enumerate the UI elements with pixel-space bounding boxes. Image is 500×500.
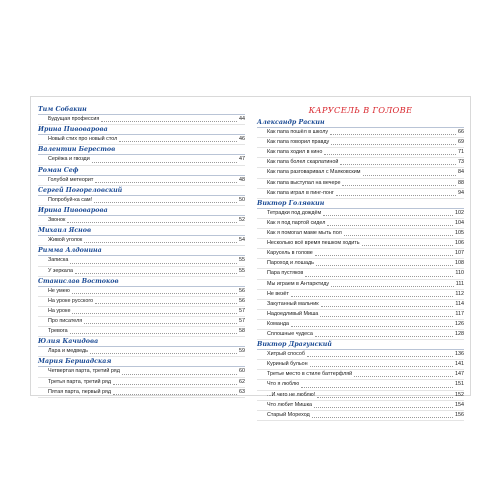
toc-entry[interactable] (38, 267, 245, 277)
toc-entry[interactable] (257, 320, 464, 330)
entry-title: Живой уголок (48, 237, 83, 244)
entry-title: Тетрадки под дождём (267, 209, 322, 216)
toc-entry[interactable] (38, 378, 245, 388)
dot-leader (94, 202, 237, 203)
author-section (38, 277, 245, 338)
entry-title: Будущая профессия (48, 116, 100, 123)
page-number: 110 (455, 270, 464, 277)
toc-entry[interactable] (257, 249, 464, 259)
toc-entry[interactable] (257, 411, 464, 421)
dot-leader (67, 222, 237, 223)
entry-title: Как папа разговаривал с Маяковским (267, 169, 361, 176)
entry-title: Третья парта, третий ряд (48, 378, 111, 385)
page-number: 84 (458, 169, 464, 176)
author-section (38, 246, 245, 276)
author-section (38, 145, 245, 165)
entry-title: Про писателя (48, 317, 83, 324)
entry-title: Карусель в голове (267, 250, 313, 257)
toc-entry[interactable] (257, 310, 464, 320)
entry-title: Серёжа и гвозди (48, 156, 90, 163)
right-column (257, 105, 464, 421)
dot-leader (342, 185, 456, 186)
dot-leader (316, 265, 453, 266)
author-name: Ирина Пивоварова (38, 125, 245, 135)
toc-entry[interactable] (257, 158, 464, 168)
entry-title: Как я под партой сидел (267, 219, 326, 226)
page-number: 114 (455, 300, 464, 307)
entry-title: Что любит Мишка (267, 401, 313, 408)
toc-entry[interactable] (257, 280, 464, 290)
page-number: 107 (455, 250, 464, 257)
entry-title: Старый Мореход (267, 411, 310, 418)
author-name: Ирина Пивоварова (38, 206, 245, 216)
dot-leader (84, 323, 237, 324)
page-number: 57 (239, 307, 245, 314)
page-number: 57 (239, 317, 245, 324)
page-number: 46 (239, 136, 245, 143)
toc-entry[interactable] (257, 179, 464, 189)
dot-leader (122, 374, 237, 375)
page-number: 60 (239, 368, 245, 375)
toc-entry[interactable] (257, 259, 464, 269)
page-number: 94 (458, 189, 464, 196)
page-number: 128 (455, 330, 464, 337)
toc-entry[interactable] (38, 256, 245, 266)
page-number: 117 (455, 310, 464, 317)
toc-entry[interactable] (257, 401, 464, 411)
toc-entry[interactable] (257, 148, 464, 158)
author-name: Римма Алдонина (38, 246, 245, 256)
dot-leader (95, 182, 237, 183)
dot-leader (291, 296, 453, 297)
page-number: 54 (239, 237, 245, 244)
dot-leader (321, 306, 454, 307)
page-number: 58 (239, 328, 245, 335)
dot-leader (72, 313, 237, 314)
dot-leader (314, 407, 453, 408)
toc-entry[interactable] (257, 391, 464, 401)
left-column (38, 105, 245, 398)
dot-leader (84, 242, 237, 243)
dot-leader (307, 356, 453, 357)
toc-entry[interactable] (257, 229, 464, 239)
dot-leader (336, 195, 456, 196)
toc-entry[interactable] (38, 176, 245, 186)
author-section (38, 357, 245, 397)
entry-title: Команда (267, 320, 289, 327)
page-number: 151 (455, 381, 464, 388)
author-section (38, 186, 245, 206)
entry-title: Новый стих про новый стол (48, 136, 118, 143)
dot-leader (354, 376, 453, 377)
toc-entry[interactable] (257, 290, 464, 300)
dot-leader (113, 384, 237, 385)
entry-title: Звонок (48, 217, 66, 224)
dot-leader (92, 162, 237, 163)
author-section (38, 337, 245, 357)
dot-leader (344, 235, 453, 236)
entry-title: Закутанный мальчик (267, 300, 319, 307)
page-number: 71 (458, 149, 464, 156)
entry-title: Записка (48, 257, 69, 264)
dot-leader (95, 303, 237, 304)
author-section (38, 166, 245, 186)
author-section (38, 206, 245, 226)
dot-leader (317, 397, 453, 398)
page-number: 69 (458, 139, 464, 146)
author-name: Юлия Качидова (38, 337, 245, 347)
dot-leader (363, 175, 457, 176)
toc-entry[interactable] (38, 367, 245, 377)
dot-leader (113, 394, 237, 395)
page-number: 104 (455, 219, 464, 226)
dot-leader (301, 387, 453, 388)
author-name: Роман Сеф (38, 166, 245, 176)
page-number: 63 (239, 388, 245, 395)
author-name: Станислав Востоков (38, 277, 245, 287)
toc-entry[interactable] (38, 307, 245, 317)
toc-entry[interactable] (38, 317, 245, 327)
toc-entry[interactable] (257, 360, 464, 370)
entry-title: Хитрый способ (267, 351, 305, 358)
entry-title: Третье место в стиле баттерфляй (267, 371, 353, 378)
author-section (257, 340, 464, 421)
page-number: 59 (239, 348, 245, 355)
dot-leader (340, 164, 456, 165)
page-number: 126 (455, 320, 464, 327)
page-number: 66 (458, 129, 464, 136)
toc-entry[interactable] (257, 189, 464, 199)
author-name: Мария Бершадская (38, 357, 245, 367)
page-number: 102 (455, 209, 464, 216)
toc-entry[interactable] (38, 216, 245, 226)
author-name: Виктор Драгунский (257, 340, 464, 350)
author-name: Сергей Погореловский (38, 186, 245, 196)
toc-entry[interactable] (257, 209, 464, 219)
dot-leader (291, 326, 453, 327)
entry-title: Сплошные чудеса (267, 330, 313, 337)
entry-title: Не везёт (267, 290, 290, 297)
entry-title: Не умею (48, 287, 70, 294)
author-section (38, 125, 245, 145)
entry-title: Несколько всё время пешком ходить (267, 240, 360, 247)
dot-leader (119, 141, 237, 142)
toc-entry[interactable] (38, 236, 245, 246)
dot-leader (305, 276, 453, 277)
entry-title: Лара и медведь (48, 348, 88, 355)
toc-entry[interactable] (257, 239, 464, 249)
author-section (38, 105, 245, 125)
author-section (257, 199, 464, 340)
page-number: 111 (455, 280, 464, 287)
page-number: 147 (455, 371, 464, 378)
author-name: Александр Раскин (257, 118, 464, 128)
entry-title: Мы играем в Антарктиду (267, 280, 330, 287)
entry-title: Пара пустяков (267, 270, 304, 277)
page-number: 73 (458, 159, 464, 166)
dot-leader (324, 154, 456, 155)
page-number: 88 (458, 179, 464, 186)
author-name: Виктор Голявкин (257, 199, 464, 209)
page-number: 56 (239, 287, 245, 294)
page-number: 154 (455, 401, 464, 408)
toc-entry[interactable] (38, 115, 245, 125)
dot-leader (312, 417, 453, 418)
dot-leader (70, 333, 237, 334)
toc-entry[interactable] (257, 330, 464, 340)
page-number: 52 (239, 217, 245, 224)
toc-entry[interactable] (257, 138, 464, 148)
entry-title: На уроке (48, 307, 71, 314)
toc-entry[interactable] (38, 196, 245, 206)
author-name: Тим Собакин (38, 105, 245, 115)
entry-title: Что я люблю (267, 381, 300, 388)
toc-entry[interactable] (257, 370, 464, 380)
entry-title: У зеркала (48, 267, 73, 274)
entry-title: Как я помогал маме мыть пол (267, 230, 342, 237)
dot-leader (315, 255, 453, 256)
toc-entry[interactable] (257, 350, 464, 360)
entry-title: Пароход и лошадь (267, 260, 314, 267)
page-number: 112 (455, 290, 464, 297)
page-number: 55 (239, 267, 245, 274)
entry-title: Пятая парта, первый ряд (48, 388, 111, 395)
page-number: 62 (239, 378, 245, 385)
dot-leader (362, 245, 453, 246)
entry-title: Голубой метеорит (48, 176, 94, 183)
toc-entry[interactable] (257, 128, 464, 138)
dot-leader (331, 286, 454, 287)
toc-entry[interactable] (38, 327, 245, 337)
page-number: 55 (239, 257, 245, 264)
author-section (38, 226, 245, 246)
toc-entry[interactable] (257, 380, 464, 390)
dot-leader (320, 316, 453, 317)
entry-title: Надоедливый Миша (267, 310, 319, 317)
toc-entry[interactable] (38, 388, 245, 398)
entry-title: Четвертая парта, третий ряд (48, 368, 120, 375)
entry-title: Как папа пошёл в школу (267, 129, 329, 136)
dot-leader (310, 366, 453, 367)
dot-leader (315, 336, 453, 337)
toc-entry[interactable] (38, 287, 245, 297)
toc-entry[interactable] (257, 300, 464, 310)
toc-entry[interactable] (38, 155, 245, 165)
dot-leader (90, 353, 237, 354)
entry-title: Как папа ходил в кино (267, 149, 323, 156)
dot-leader (70, 263, 237, 264)
page-number: 105 (455, 230, 464, 237)
entry-title: ...И чего не люблю! (267, 391, 316, 398)
toc-entry[interactable] (38, 297, 245, 307)
page-number: 141 (455, 361, 464, 368)
entry-title: Как папа говорил правду (267, 139, 330, 146)
page-number: 108 (455, 260, 464, 267)
entry-title: Как папа выступал на вечере (267, 179, 341, 186)
page-number: 152 (455, 391, 464, 398)
page-number: 50 (239, 196, 245, 203)
toc-entry[interactable] (257, 269, 464, 279)
page-number: 47 (239, 156, 245, 163)
toc-entry[interactable] (38, 347, 245, 357)
entry-title: Попробуй-ка сам! (48, 196, 93, 203)
author-name: Михаил Яснов (38, 226, 245, 236)
dot-leader (327, 225, 453, 226)
entry-title: На уроке русского (48, 297, 94, 304)
dot-leader (331, 144, 456, 145)
page-number: 44 (239, 116, 245, 123)
page-number: 106 (455, 240, 464, 247)
toc-entry[interactable] (38, 135, 245, 145)
page-number: 56 (239, 297, 245, 304)
dot-leader (323, 215, 453, 216)
toc-entry[interactable] (257, 219, 464, 229)
page-number: 48 (239, 176, 245, 183)
dot-leader (330, 134, 456, 135)
entry-title: Куриный бульон (267, 361, 308, 368)
dot-leader (72, 293, 237, 294)
right-column-list (257, 118, 464, 421)
entry-title: Тревога (48, 328, 68, 335)
dot-leader (101, 121, 237, 122)
entry-title: Как папа играл в пинг-понг (267, 189, 334, 196)
page-number: 156 (455, 411, 464, 418)
book-title: КАРУСЕЛЬ В ГОЛОВЕ (308, 105, 413, 115)
toc-entry[interactable] (257, 168, 464, 178)
dot-leader (75, 273, 237, 274)
entry-title: Как папа болел скарлатиной (267, 159, 339, 166)
author-name: Валентин Берестов (38, 145, 245, 155)
page-number: 136 (455, 351, 464, 358)
author-section (257, 118, 464, 199)
table-of-contents-page (30, 96, 471, 418)
